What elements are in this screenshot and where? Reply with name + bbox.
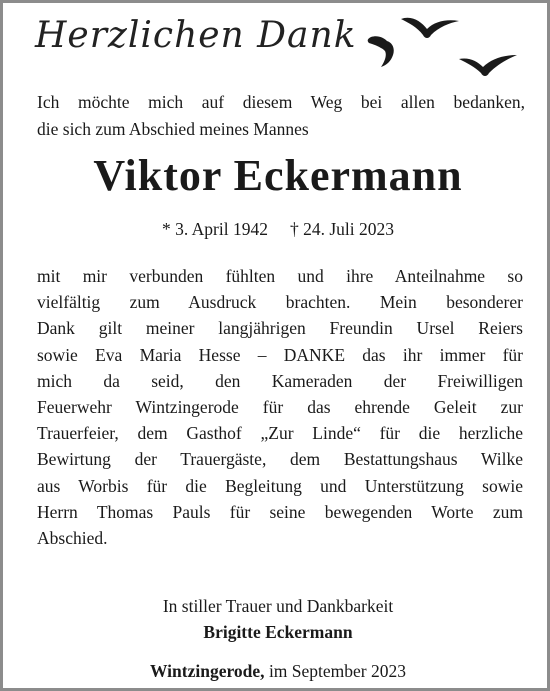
body-line: Abschied. — [37, 528, 108, 549]
header-title: Herzlichen Dank — [35, 15, 357, 56]
body-line: mich da seid, den Kameraden der Freiwilligen — [37, 370, 523, 391]
bird-left — [368, 36, 394, 67]
body-line: sowie Eva Maria Hesse – DANKE das ihr immer für — [37, 344, 523, 365]
birth-date: * 3. April 1942 — [161, 219, 268, 239]
closing-block — [3, 593, 550, 645]
body-line: vielfältig zum Ausdruck brachten. Mein besonderer — [37, 292, 523, 313]
signer-name: Brigitte Eckermann — [203, 622, 353, 642]
intro-line: die sich zum Abschied meines Mannes — [37, 119, 309, 139]
footer-place: Wintzingerode, — [150, 661, 265, 681]
body-line: Trauerfeier, dem Gasthof „Zur Linde“ für die herzliche — [37, 423, 523, 444]
body-line: aus Worbis für die Begleitung und Unterstützung sowie — [37, 475, 523, 496]
footer-place-date — [3, 661, 550, 682]
bird-right — [459, 55, 517, 76]
body-line: mit mir verbunden fühlten und ihre Anteilnahme so — [37, 266, 523, 286]
intro-line: Ich möchte mich auf diesem Weg bei allen bedanken, — [37, 92, 525, 112]
deceased-name: Viktor Eckermann — [93, 151, 463, 200]
footer-date: im September 2023 — [268, 661, 406, 681]
body-line: Feuerwehr Wintzingerode für das ehrende Geleit zur — [37, 397, 523, 418]
body-line: Bewirtung der Trauergäste, dem Bestattungshaus Wilke — [37, 449, 523, 470]
death-date: † 24. Juli 2023 — [289, 219, 395, 239]
body-line: Dank gilt meiner langjährigen Freundin Ursel Reiers — [37, 318, 523, 339]
body-line: Herrn Thomas Pauls für seine bewegenden Worte zum — [37, 501, 523, 522]
birds-icon — [363, 7, 523, 87]
body-text — [37, 263, 523, 551]
bird-top — [401, 18, 459, 38]
life-dates — [3, 219, 550, 240]
intro-text — [37, 89, 525, 143]
closing-phrase: In stiller Trauer und Dankbarkeit — [162, 596, 394, 616]
